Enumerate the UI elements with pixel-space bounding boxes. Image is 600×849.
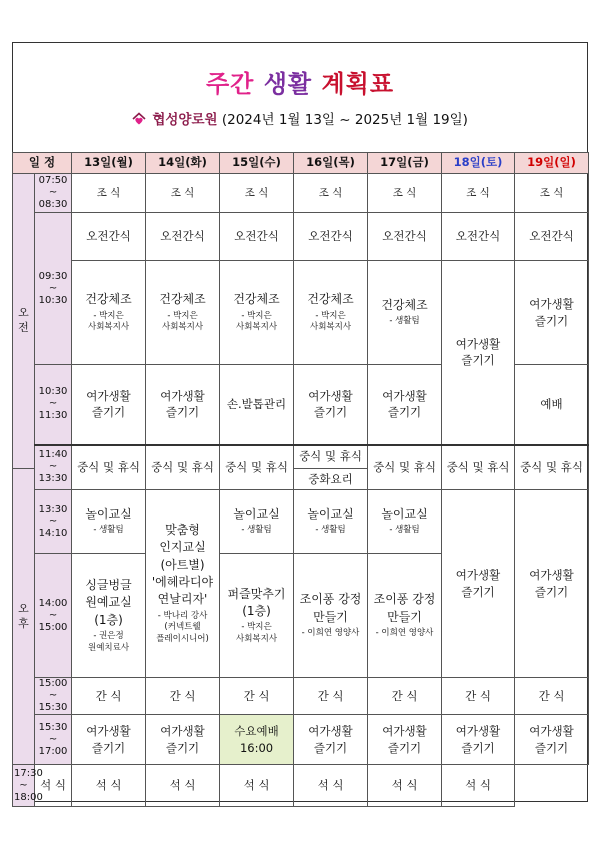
schedule-cell: 중화요리 xyxy=(294,469,368,490)
time-cell: 14:00 ~ 15:00 xyxy=(35,554,72,678)
schedule-cell: 여가생활 즐기기 xyxy=(368,365,442,445)
schedule-cell: 여가생활 즐기기 xyxy=(442,715,515,765)
schedule-cell: 여가생활 즐기기 xyxy=(72,715,146,765)
schedule-cell: 여가생활 즐기기 xyxy=(515,715,589,765)
schedule-cell: 석 식 xyxy=(35,765,72,807)
schedule-cell: 중식 및 휴식 xyxy=(220,445,294,490)
date-range: (2024년 1월 13일 ~ 2025년 1월 19일) xyxy=(221,112,468,128)
period-pm: 오 후 xyxy=(13,469,35,765)
title-word-3: 계획표 xyxy=(321,70,395,98)
schedule-cell: 놀이교실 - 생활팀 xyxy=(294,490,368,554)
schedule-cell: 조 식 xyxy=(72,174,146,213)
title-word-1: 주간 xyxy=(205,70,255,98)
time-cell: 09:30 ~ 10:30 xyxy=(35,213,72,365)
schedule-cell: 여가생활 즐기기 xyxy=(368,715,442,765)
header-schedule: 일 정 xyxy=(13,153,72,174)
time-cell: 17:30 ~ 18:00 xyxy=(13,765,35,807)
schedule-cell: 중식 및 휴식 xyxy=(515,445,589,490)
schedule-cell: 조이퐁 강정 만들기 - 이희연 영양사 xyxy=(368,554,442,678)
schedule-cell: 여가생활 즐기기 xyxy=(146,365,220,445)
schedule-cell: 여가생활 즐기기 xyxy=(515,261,589,365)
schedule-cell: 조 식 xyxy=(146,174,220,213)
schedule-cell: 예배 xyxy=(515,365,589,445)
schedule-cell: 오전간식 xyxy=(368,213,442,261)
row-health xyxy=(13,261,589,365)
schedule-cell: 여가생활 즐기기 xyxy=(294,715,368,765)
row-lunch-a xyxy=(13,445,589,469)
wednesday-worship-cell: 수요예배 16:00 xyxy=(220,715,294,765)
header-row xyxy=(13,153,589,174)
time-cell: 11:40 ~ 13:30 xyxy=(35,445,72,490)
schedule-cell: 중식 및 휴식 xyxy=(368,445,442,490)
schedule-cell: 석 식 xyxy=(220,765,294,807)
header-sun: 19일(일) xyxy=(515,153,589,174)
schedule-cell: 오전간식 xyxy=(72,213,146,261)
schedule-cell: 석 식 xyxy=(442,765,515,807)
schedule-cell: 조 식 xyxy=(515,174,589,213)
row-snack xyxy=(13,678,589,715)
row-breakfast xyxy=(13,174,589,213)
schedule-cell: 간 식 xyxy=(368,678,442,715)
schedule-cell: 건강체조 - 박지은 사회복지사 xyxy=(72,261,146,365)
schedule-cell: 오전간식 xyxy=(515,213,589,261)
schedule-cell: 건강체조 - 박지은 사회복지사 xyxy=(294,261,368,365)
time-cell: 15:00 ~ 15:30 xyxy=(35,678,72,715)
schedule-cell: 석 식 xyxy=(72,765,146,807)
org-name: 협성양로원 xyxy=(152,112,218,128)
schedule-cell: 맞춤형 인지교실 (아트별) '에헤라디야 연날리자' - 박나리 강사 (커넥트웰 플레이시니어) xyxy=(146,490,220,678)
schedule-cell: 조 식 xyxy=(220,174,294,213)
schedule-cell: 중식 및 휴식 xyxy=(146,445,220,490)
schedule-cell: 석 식 xyxy=(294,765,368,807)
schedule-cell: 중식 및 휴식 xyxy=(294,445,368,469)
time-cell: 10:30 ~ 11:30 xyxy=(35,365,72,445)
schedule-cell: 석 식 xyxy=(368,765,442,807)
header-fri: 17일(금) xyxy=(368,153,442,174)
schedule-cell: 중식 및 휴식 xyxy=(72,445,146,490)
schedule-cell: 오전간식 xyxy=(220,213,294,261)
header-sat: 18일(토) xyxy=(442,153,515,174)
header-mon: 13일(월) xyxy=(72,153,146,174)
row-dinner xyxy=(13,765,589,807)
schedule-cell: 놀이교실 - 생활팀 xyxy=(368,490,442,554)
schedule-cell: 여가생활 즐기기 xyxy=(146,715,220,765)
schedule-table xyxy=(12,152,589,807)
schedule-cell: 여가생활 즐기기 xyxy=(515,490,589,678)
schedule-cell: 간 식 xyxy=(294,678,368,715)
schedule-cell: 오전간식 xyxy=(146,213,220,261)
schedule-cell: 건강체조 - 박지은 사회복지사 xyxy=(220,261,294,365)
schedule-cell: 여가생활 즐기기 xyxy=(442,490,515,678)
schedule-cell: 간 식 xyxy=(515,678,589,715)
header-thu: 16일(목) xyxy=(294,153,368,174)
schedule-cell: 여가생활 즐기기 xyxy=(442,261,515,445)
schedule-cell: 건강체조 - 박지은 사회복지사 xyxy=(146,261,220,365)
schedule-cell: 조 식 xyxy=(442,174,515,213)
time-cell: 07:50 ~ 08:30 xyxy=(35,174,72,213)
schedule-cell: 간 식 xyxy=(442,678,515,715)
time-cell: 15:30 ~ 17:00 xyxy=(35,715,72,765)
period-am: 오 전 xyxy=(13,174,35,469)
page-title xyxy=(0,64,600,99)
schedule-cell: 간 식 xyxy=(146,678,220,715)
schedule-cell: 여가생활 즐기기 xyxy=(294,365,368,445)
schedule-cell: 오전간식 xyxy=(442,213,515,261)
time-cell: 13:30 ~ 14:10 xyxy=(35,490,72,554)
schedule-cell: 중식 및 휴식 xyxy=(442,445,515,490)
title-word-2: 생활 xyxy=(263,70,313,98)
schedule-cell: 조이퐁 강정 만들기 - 이희연 영양사 xyxy=(294,554,368,678)
row-1330 xyxy=(13,490,589,554)
schedule-cell: 놀이교실 - 생활팀 xyxy=(72,490,146,554)
schedule-cell: 오전간식 xyxy=(294,213,368,261)
schedule-cell: 퍼즐맞추기 (1층) - 박지은 사회복지사 xyxy=(220,554,294,678)
schedule-cell: 건강체조 - 생활팀 xyxy=(368,261,442,365)
schedule-cell: 조 식 xyxy=(294,174,368,213)
header-wed: 15일(수) xyxy=(220,153,294,174)
schedule-cell: 여가생활 즐기기 xyxy=(72,365,146,445)
schedule-cell: 조 식 xyxy=(368,174,442,213)
schedule-cell: 놀이교실 - 생활팀 xyxy=(220,490,294,554)
schedule-cell: 간 식 xyxy=(72,678,146,715)
header-tue: 14일(화) xyxy=(146,153,220,174)
subtitle xyxy=(0,108,600,128)
schedule-cell: 싱글벙글 원예교실 (1층) - 권은정 원예치료사 xyxy=(72,554,146,678)
house-logo-icon xyxy=(132,112,146,126)
row-1530 xyxy=(13,715,589,765)
row-morning-snack xyxy=(13,213,589,261)
schedule-cell: 손.발톱관리 xyxy=(220,365,294,445)
schedule-cell: 석 식 xyxy=(146,765,220,807)
schedule-cell: 간 식 xyxy=(220,678,294,715)
